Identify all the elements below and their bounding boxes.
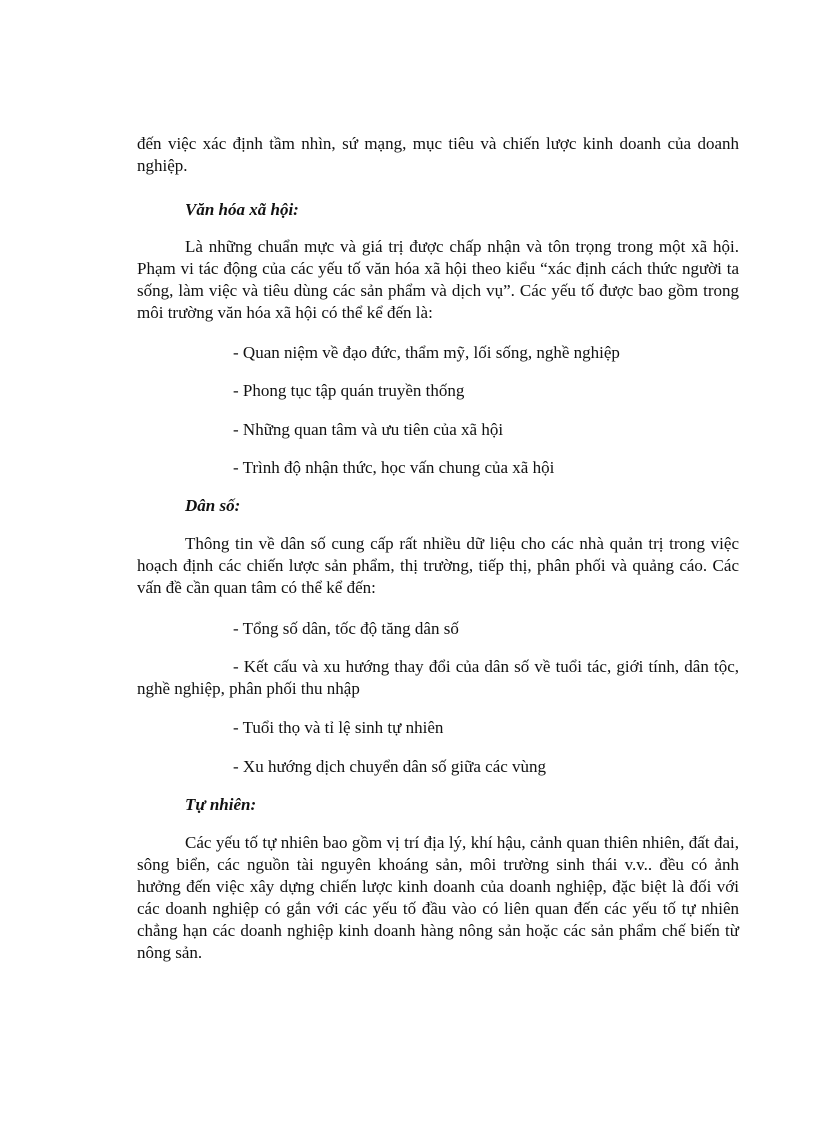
population-item: - Tuổi thọ và tỉ lệ sinh tự nhiên — [233, 718, 444, 737]
intro-paragraph: đến việc xác định tầm nhìn, sứ mạng, mục tiêu và chiến lược kinh doanh của doanh nghiệp. — [137, 134, 739, 175]
population-item: - Kết cấu và xu hướng thay đổi của dân số về tuổi tác, giới tính, dân tộc, nghề nghiệp, phân phối thu nhập — [137, 657, 739, 698]
nature-heading: Tự nhiên: — [185, 795, 257, 814]
culture-paragraph: Là những chuẩn mực và giá trị được chấp nhận và tôn trọng trong một xã hội. Phạm vi tác động của các yếu tố văn hóa xã hội theo kiểu “xác định cách thức người ta sống, làm việc và tiêu dùng các sản phẩm và dịch vụ”. Các yếu tố được bao gồm trong môi trường văn hóa xã hội có thể kể đến là: — [137, 237, 739, 322]
culture-item: - Phong tục tập quán truyền thống — [233, 381, 465, 400]
population-heading: Dân số: — [185, 496, 241, 515]
culture-item: - Quan niệm về đạo đức, thẩm mỹ, lối sống, nghề nghiệp — [233, 343, 620, 362]
population-paragraph: Thông tin về dân số cung cấp rất nhiều dữ liệu cho các nhà quản trị trong việc hoạch định các chiến lược sản phẩm, thị trường, tiếp thị, phân phối và quảng cáo. Các vấn đề cần quan tâm có thể kể đến: — [137, 534, 739, 597]
culture-item: - Trình độ nhận thức, học vấn chung của xã hội — [233, 458, 555, 477]
nature-paragraph: Các yếu tố tự nhiên bao gồm vị trí địa lý, khí hậu, cảnh quan thiên nhiên, đất đai, sông biển, các nguồn tài nguyên khoáng sản, môi trường sinh thái v.v.. đều có ảnh hưởng đến việc xây dựng chiến lược kinh doanh của doanh nghiệp, đặc biệt là đối với các doanh nghiệp có gắn với các yếu tố đầu vào có liên quan đến các yếu tố tự nhiên chẳng hạn các doanh nghiệp kinh doanh hàng nông sản hoặc các sản phẩm chế biến từ nông sản. — [137, 833, 739, 962]
population-item: - Xu hướng dịch chuyển dân số giữa các vùng — [233, 757, 547, 776]
culture-item: - Những quan tâm và ưu tiên của xã hội — [233, 420, 504, 439]
population-item: - Tổng số dân, tốc độ tăng dân số — [233, 619, 459, 638]
culture-heading: Văn hóa xã hội: — [185, 200, 299, 219]
